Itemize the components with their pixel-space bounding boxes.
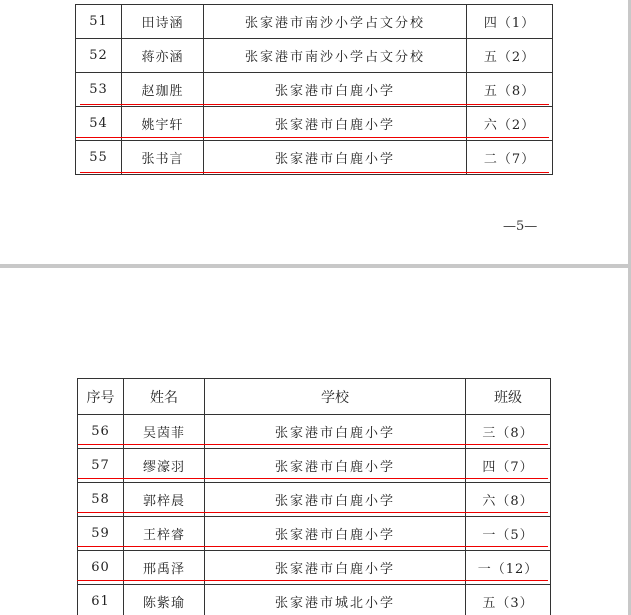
cell-class: 一（5） xyxy=(466,517,551,551)
cell-class: 四（1） xyxy=(467,5,553,39)
cell-class: 六（2） xyxy=(467,107,553,141)
cell-no: 53 xyxy=(76,73,122,107)
cell-class: 五（2） xyxy=(467,39,553,73)
table-row xyxy=(78,585,551,615)
red-underline xyxy=(77,546,548,547)
cell-no: 60 xyxy=(78,551,124,585)
cell-no: 55 xyxy=(76,141,122,175)
cell-no: 54 xyxy=(76,107,122,141)
cell-class: 四（7） xyxy=(466,449,551,483)
table-row xyxy=(76,39,553,73)
cell-no: 58 xyxy=(78,483,124,517)
cell-school: 张家港市白鹿小学 xyxy=(204,141,467,175)
cell-name: 缪濠羽 xyxy=(124,449,205,483)
red-underline xyxy=(78,478,548,479)
cell-school: 张家港市白鹿小学 xyxy=(204,107,467,141)
cell-school: 张家港市白鹿小学 xyxy=(205,517,466,551)
cell-name: 蒋亦涵 xyxy=(122,39,204,73)
table-row xyxy=(76,107,553,141)
document-page-5 xyxy=(0,0,628,264)
cell-name: 赵珈胜 xyxy=(122,73,204,107)
cell-school: 张家港市白鹿小学 xyxy=(205,449,466,483)
red-underline xyxy=(80,172,549,173)
cell-name: 王梓睿 xyxy=(124,517,205,551)
cell-class: 一（12） xyxy=(466,551,551,585)
cell-name: 邢禹泽 xyxy=(124,551,205,585)
cell-school: 张家港市白鹿小学 xyxy=(205,415,466,449)
page-number: —5— xyxy=(503,219,538,234)
red-underline xyxy=(77,512,548,513)
table-row xyxy=(76,141,553,175)
cell-school: 张家港市南沙小学占文分校 xyxy=(204,39,467,73)
cell-school: 张家港市白鹿小学 xyxy=(205,551,466,585)
cell-name: 张书言 xyxy=(122,141,204,175)
header-class: 班级 xyxy=(466,379,551,415)
cell-name: 吴茵菲 xyxy=(124,415,205,449)
red-underline xyxy=(76,137,549,138)
document-page-6 xyxy=(0,268,628,615)
cell-no: 57 xyxy=(78,449,124,483)
cell-no: 61 xyxy=(78,585,124,615)
cell-class: 五（3） xyxy=(466,585,551,615)
cell-class: 三（8） xyxy=(466,415,551,449)
cell-school: 张家港市城北小学 xyxy=(205,585,466,615)
header-name: 姓名 xyxy=(124,379,205,415)
cell-school: 张家港市白鹿小学 xyxy=(205,483,466,517)
red-underline xyxy=(80,104,549,105)
cell-no: 56 xyxy=(78,415,124,449)
header-no: 序号 xyxy=(78,379,124,415)
cell-name: 田诗涵 xyxy=(122,5,204,39)
cell-no: 51 xyxy=(76,5,122,39)
cell-name: 郭梓晨 xyxy=(124,483,205,517)
table-header-row xyxy=(78,379,551,415)
cell-school: 张家港市白鹿小学 xyxy=(204,73,467,107)
header-school: 学校 xyxy=(205,379,466,415)
red-underline xyxy=(77,580,548,581)
red-underline xyxy=(78,444,548,445)
cell-class: 五（8） xyxy=(467,73,553,107)
cell-class: 二（7） xyxy=(467,141,553,175)
students-table-page-5 xyxy=(75,4,553,175)
cell-no: 52 xyxy=(76,39,122,73)
cell-class: 六（8） xyxy=(466,483,551,517)
cell-school: 张家港市南沙小学占文分校 xyxy=(204,5,467,39)
table-row xyxy=(76,5,553,39)
cell-name: 陈紫瑜 xyxy=(124,585,205,615)
cell-no: 59 xyxy=(78,517,124,551)
cell-name: 姚宇轩 xyxy=(122,107,204,141)
table-row xyxy=(76,73,553,107)
